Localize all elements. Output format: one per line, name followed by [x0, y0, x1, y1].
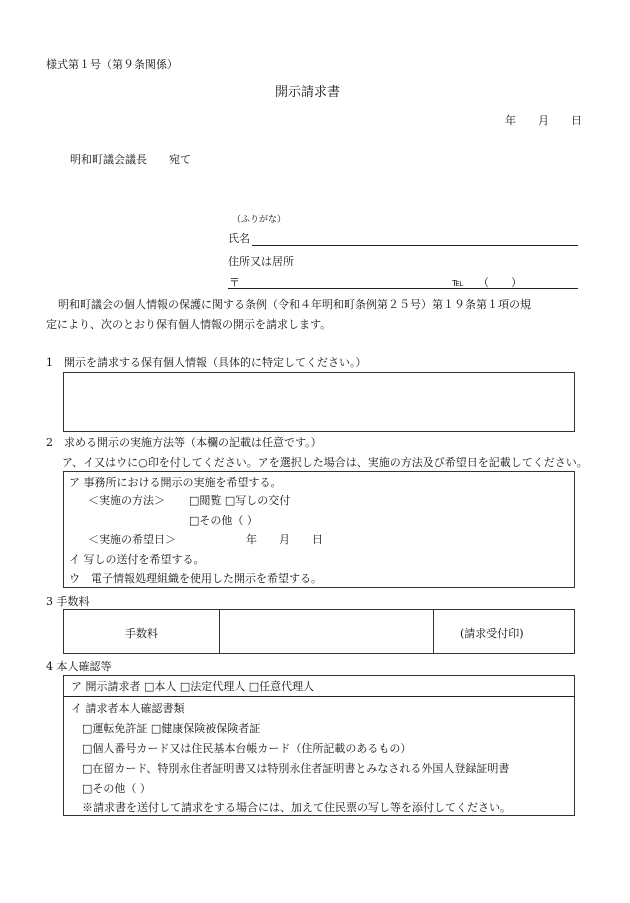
option-i[interactable]: イ 写しの送付を希望する。: [69, 553, 205, 566]
fee-label: 手数料: [125, 627, 158, 640]
mail-note: ※請求書を送付して請求をする場合には、加えて住民票の写し等を添付してください。: [82, 801, 511, 814]
furigana-label: （ふりがな）: [232, 215, 287, 225]
form-number: 様式第１号（第９条関係）: [46, 58, 178, 71]
receipt-stamp-label: (請求受付印): [460, 627, 524, 640]
id-doc-item[interactable]: □その他（ ）: [82, 782, 151, 795]
section2-note: ア、イ又はウに○印を付してください。アを選択した場合は、実施の方法及び希望日を記載してください。: [62, 456, 588, 469]
name-field[interactable]: [252, 245, 578, 246]
identity-divider: [63, 696, 575, 697]
method-choices[interactable]: □閲覧 □写しの交付: [189, 494, 291, 507]
postal-mark: 〒: [229, 276, 240, 289]
id-doc-item[interactable]: □在留カード、特別永住者証明書又は特別永住者証明書とみなされる外国人登録証明書: [82, 762, 510, 775]
method-label: ＜実施の方法＞: [88, 494, 165, 507]
name-label: 氏名: [228, 232, 250, 245]
fee-divider-2: [433, 609, 434, 654]
section3-heading: 3 手数料: [46, 595, 90, 608]
method-other[interactable]: □その他（ ）: [189, 514, 258, 527]
intro-line-1: 明和町議会の個人情報の保護に関する条例（令和４年明和町条例第２５号）第１９条第１項の規: [58, 298, 531, 311]
section1-heading: 1 開示を請求する保有個人情報（具体的に特定してください。）: [46, 356, 367, 369]
id-doc-item[interactable]: □運転免許証 □健康保険被保険者証: [82, 722, 261, 735]
page-title: 開示請求書: [275, 85, 341, 100]
address-field[interactable]: [228, 288, 578, 289]
id-documents-title: イ 請求者本人確認書類: [71, 702, 185, 715]
section2-heading: 2 求める開示の実施方法等（本欄の記載は任意です。）: [46, 436, 322, 449]
id-doc-item[interactable]: □個人番号カード又は住民基本台帳カード（住所記載のあるもの）: [82, 742, 412, 755]
tel-label: ℡: [452, 276, 464, 289]
option-a[interactable]: ア 事務所における開示の実施を希望する。: [69, 476, 282, 489]
address-label: 住所又は居所: [228, 255, 294, 268]
date-label: ＜実施の希望日＞: [88, 533, 176, 546]
section4-heading: 4 本人確認等: [46, 660, 112, 673]
date-field[interactable]: 年 月 日: [505, 114, 582, 127]
requester-type-row[interactable]: ア 開示請求者 □本人 □法定代理人 □任意代理人: [71, 680, 315, 693]
option-u[interactable]: ウ 電子情報処理組織を使用した開示を希望する。: [69, 572, 322, 585]
personal-info-input[interactable]: [63, 372, 575, 432]
intro-line-2: 定により、次のとおり保有個人情報の開示を請求します。: [46, 318, 332, 331]
preferred-date[interactable]: 年 月 日: [246, 533, 323, 546]
fee-divider-1: [219, 609, 220, 654]
tel-parens: （ ）: [478, 276, 522, 289]
addressee: 明和町議会議長 宛て: [70, 153, 191, 166]
